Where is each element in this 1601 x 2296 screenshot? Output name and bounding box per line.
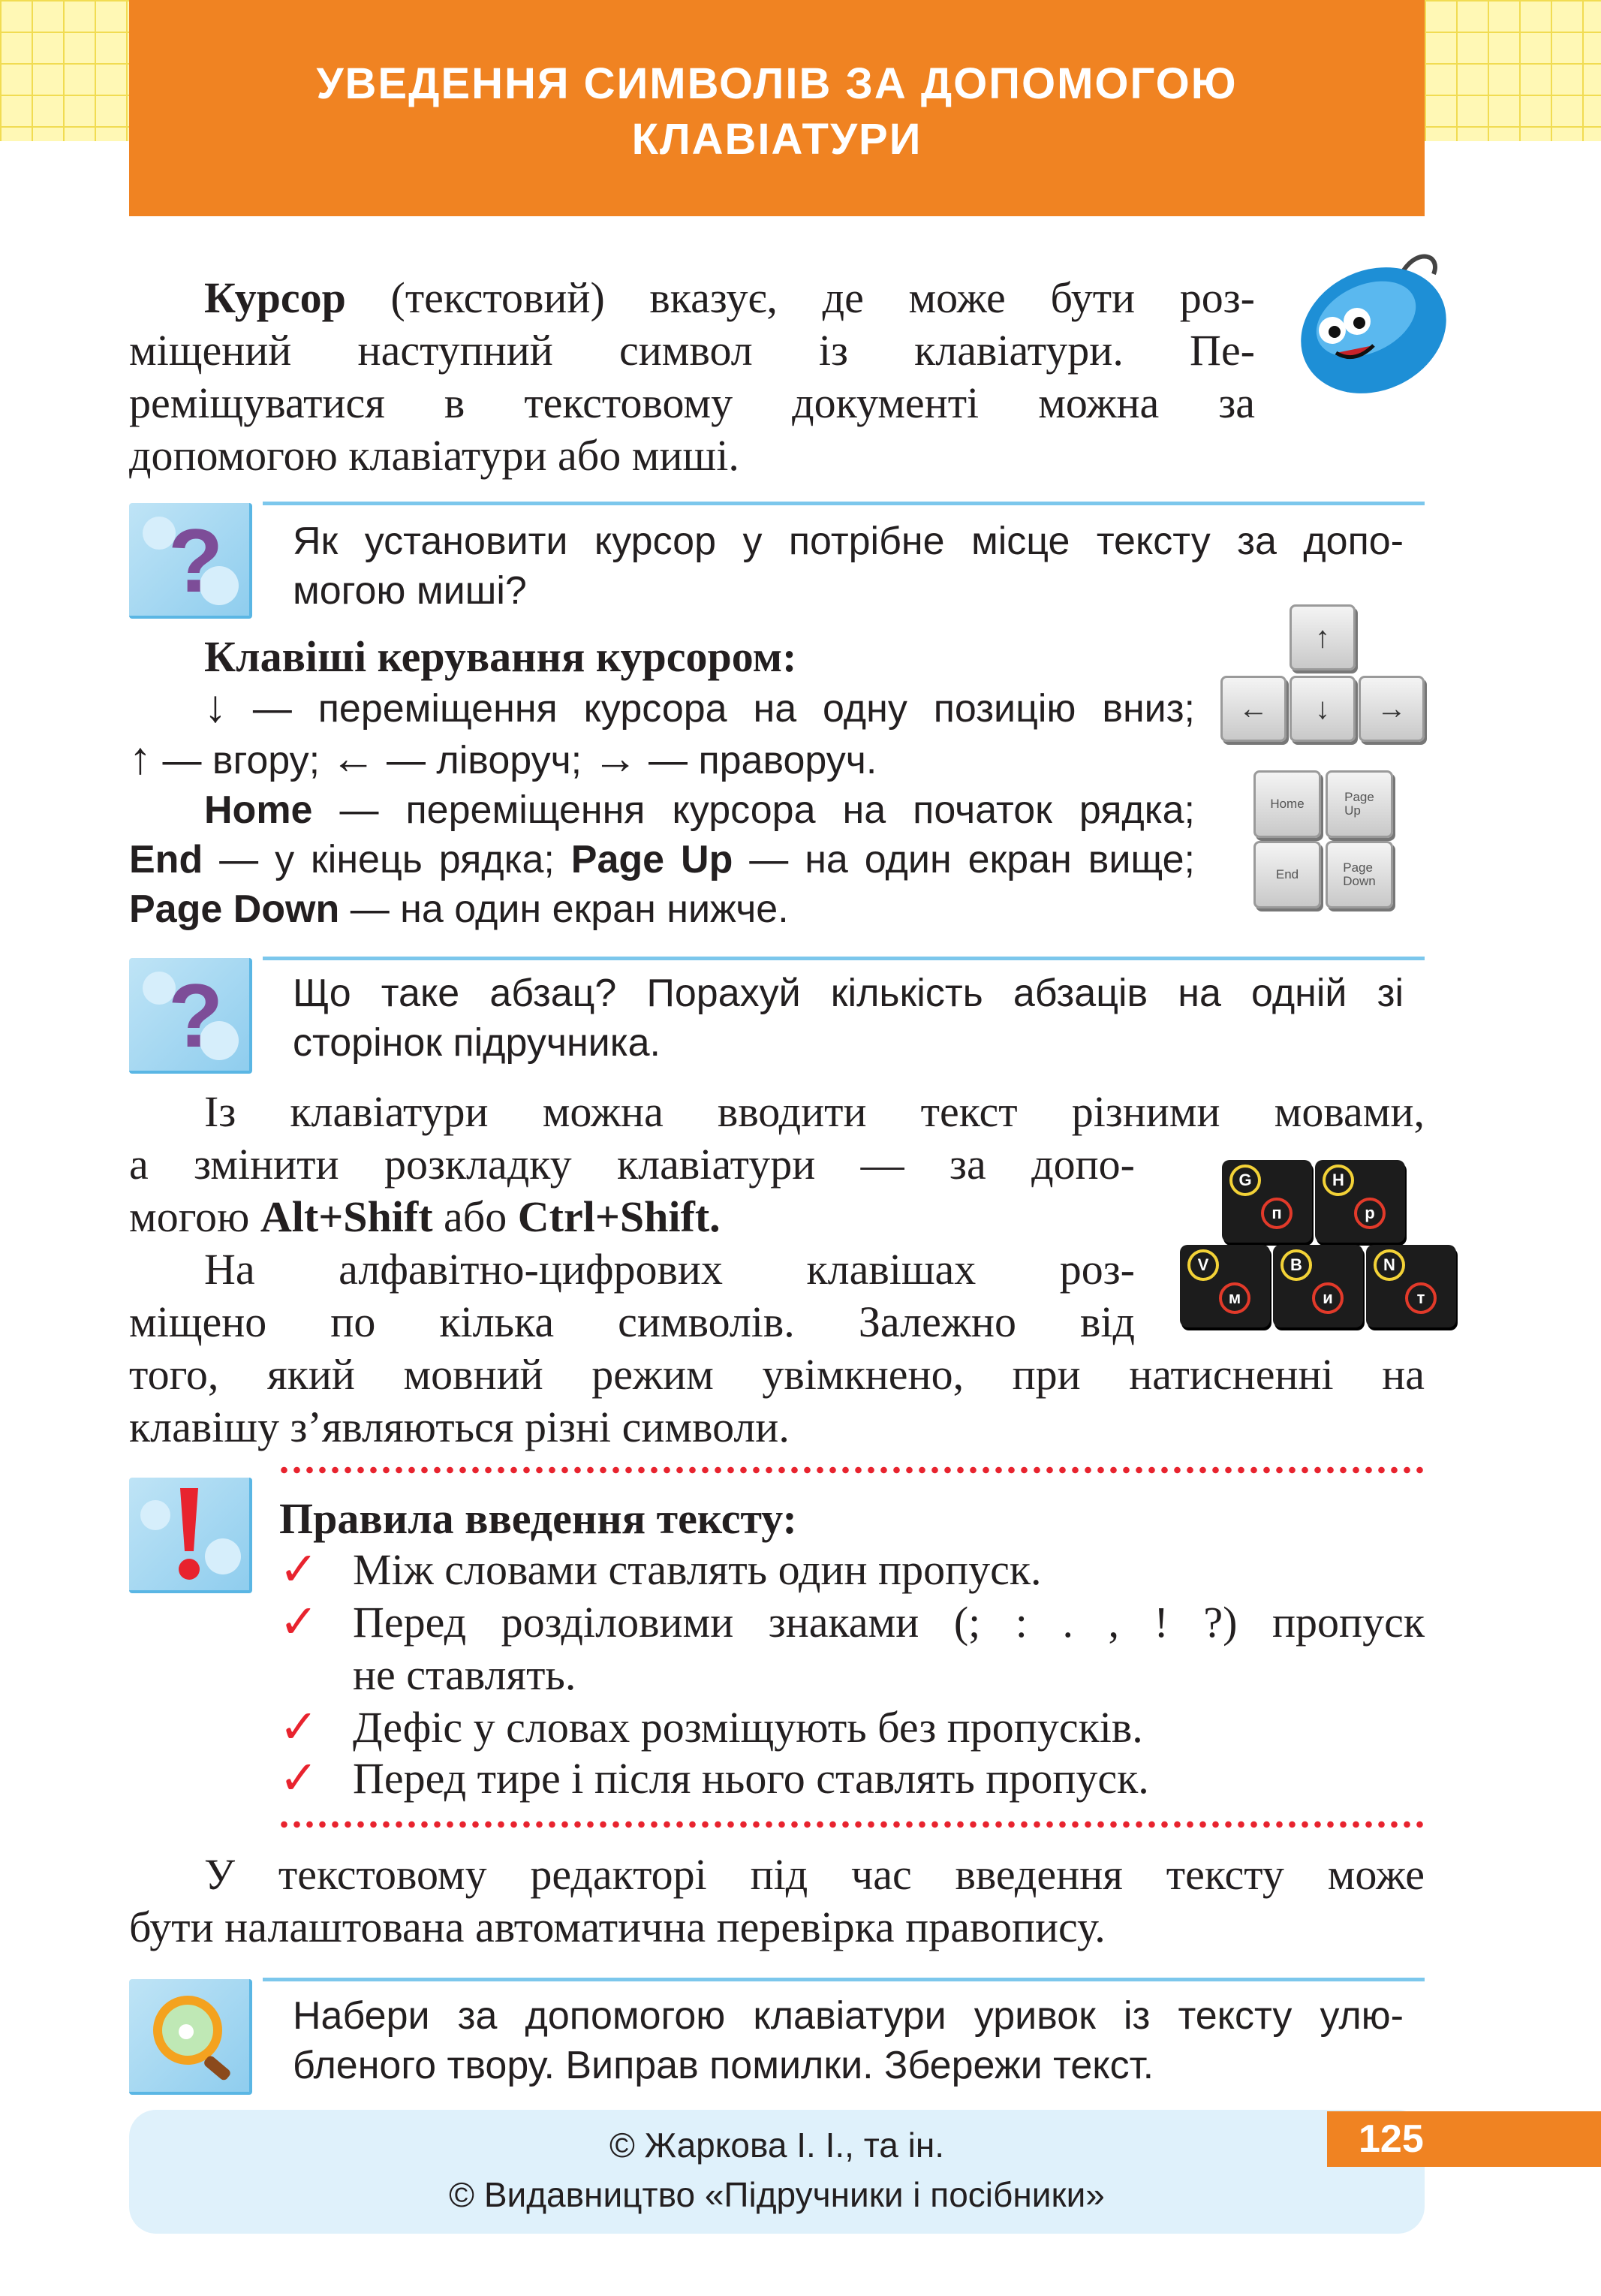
grid-decoration-right <box>1425 0 1601 141</box>
rule-item-3: Дефіс у словах розміщують без пропусків. <box>353 1703 1143 1752</box>
down-arrow-text: — переміщення курсора на одну позицію вниз; <box>227 687 1195 731</box>
pageup-key-text: — на один екран вище; <box>733 838 1195 881</box>
question-1-text <box>293 517 1404 616</box>
alt-shift-combo: Alt+Shift <box>260 1192 433 1241</box>
checkmark-icon: ✓ <box>279 1701 318 1753</box>
layout-line-7: клавішу з’являються різні символи. <box>129 1403 790 1451</box>
cursor-term: Курсор <box>204 273 346 322</box>
checkmark-icon: ✓ <box>279 1544 318 1595</box>
svg-text:?: ? <box>168 511 224 611</box>
layout-line-3-pre: могою <box>129 1192 260 1241</box>
layout-line-3-end: . <box>709 1192 721 1241</box>
latin-letter: H <box>1323 1165 1354 1196</box>
layout-line-3-mid: або <box>432 1192 518 1241</box>
exclamation-icon <box>129 1478 249 1590</box>
pageup-key-label: Page Up <box>570 838 733 881</box>
question-rule-1 <box>263 502 1425 505</box>
question-1-line-2: могою миші? <box>293 569 527 613</box>
dotted-divider-bottom <box>278 1820 1425 1829</box>
latin-letter: N <box>1374 1249 1405 1281</box>
cursor-keys-heading: Клавіші керування курсором: <box>204 632 797 681</box>
pagedown-key-label: Page Down <box>129 887 340 931</box>
copyright-authors: © Жаркова І. І., та ін. <box>609 2126 945 2165</box>
checkmark-icon: ✓ <box>279 1596 318 1648</box>
layout-line-6: того, який мовний режим увімкнено, при натисненні на <box>129 1350 1425 1399</box>
spellcheck-paragraph <box>129 1849 1425 1954</box>
task-text <box>293 1991 1404 2090</box>
latin-letter: B <box>1280 1249 1312 1281</box>
home-key-label: Home <box>204 788 313 832</box>
layout-line-1: Із клавіатури можна вводити текст різними мовами, <box>204 1087 1425 1136</box>
cyrillic-letter: п <box>1261 1198 1293 1229</box>
question-mark-icon <box>129 958 249 1071</box>
title-line-2: КЛАВІАТУРИ <box>631 115 922 164</box>
rule-item-4: Перед тире і після нього ставлять пропуск. <box>353 1754 1149 1803</box>
question-2-line-2: сторінок підручника. <box>293 1021 661 1065</box>
layout-line-4: На алфавітно-цифрових клавішах роз- <box>204 1245 1135 1294</box>
right-arrow-symbol: → <box>592 733 638 783</box>
cyrillic-letter: р <box>1354 1198 1386 1229</box>
left-arrow-text: — ліворуч; <box>375 739 593 782</box>
latin-letter: V <box>1187 1249 1219 1281</box>
question-rule-2 <box>263 957 1425 960</box>
magnifier-icon <box>129 1979 249 2092</box>
question-mark-icon <box>129 503 249 616</box>
end-key-icon: End <box>1253 841 1321 908</box>
grid-decoration-left <box>0 0 129 141</box>
home-key-icon: Home <box>1253 770 1321 838</box>
cyrillic-letter: т <box>1405 1282 1437 1314</box>
bilingual-key <box>1273 1245 1363 1327</box>
question-2-text <box>293 969 1404 1068</box>
bilingual-key <box>1180 1245 1270 1327</box>
up-arrow-key-icon: ↑ <box>1290 604 1356 670</box>
rule-item-2-line-1: Перед розділовими знаками (; : . , ! ?) пропуск <box>353 1598 1425 1647</box>
intro-paragraph <box>129 272 1255 482</box>
rule-item-2-line-2: не ставлять. <box>353 1650 576 1699</box>
copyright-publisher: © Видавництво «Підручники і посібники» <box>449 2175 1105 2214</box>
checkmark-icon: ✓ <box>279 1752 318 1804</box>
task-rule <box>263 1978 1425 1981</box>
rules-heading-text: Правила введення тексту: <box>279 1494 797 1543</box>
rules-heading <box>279 1493 797 1545</box>
exclamation-icon-box <box>129 1478 252 1593</box>
title-banner <box>129 0 1425 216</box>
question-1-line-1: Як установити курсор у потрібне місце тексту за допо- <box>293 520 1404 563</box>
layout-line-2: а змінити розкладку клавіатури — за допо- <box>129 1140 1135 1189</box>
intro-line-4: допомогою клавіатури або миші. <box>129 431 739 480</box>
page-number: 125 <box>1327 2111 1601 2167</box>
right-arrow-text: — праворуч. <box>637 739 877 782</box>
dotted-divider-top <box>278 1466 1425 1475</box>
spellcheck-line-2: бути налаштована автоматична перевірка правопису. <box>129 1903 1106 1951</box>
end-key-text: — у кінець рядка; <box>203 838 571 881</box>
up-arrow-symbol: ↑ <box>129 733 152 783</box>
bilingual-key <box>1366 1245 1456 1327</box>
rule-item-1: Між словами ставлять один пропуск. <box>353 1545 1042 1594</box>
left-arrow-key-icon: ← <box>1220 676 1287 742</box>
down-arrow-symbol: ↓ <box>204 681 227 731</box>
up-arrow-text: — вгору; <box>152 739 331 782</box>
intro-line-2: міщений наступний символ із клавіатури. Пе- <box>129 326 1255 375</box>
end-key-label: End <box>129 838 203 881</box>
question-icon-box-2 <box>129 958 252 1074</box>
home-key-text: — переміщення курсора на початок рядка; <box>312 788 1195 832</box>
latin-letter: G <box>1229 1165 1261 1196</box>
intro-line-3: реміщуватися в текстовому документі можна за <box>129 378 1255 427</box>
pagedown-key-text: — на один екран нижче. <box>339 887 789 931</box>
title-line-1: УВЕДЕННЯ СИМВОЛІВ ЗА ДОПОМОГОЮ <box>316 59 1238 108</box>
down-arrow-key-icon: ↓ <box>1290 676 1356 742</box>
layout-line-5: міщено по кілька символів. Залежно від <box>129 1297 1135 1346</box>
cyrillic-letter: и <box>1312 1282 1344 1314</box>
bilingual-key <box>1315 1160 1405 1243</box>
footer <box>129 2110 1425 2234</box>
question-icon-box-1 <box>129 503 252 619</box>
pageup-key-icon: Page Up <box>1326 770 1393 838</box>
pagedown-key-icon: Page Down <box>1326 841 1393 908</box>
cursor-keys-section <box>129 632 1195 934</box>
cyrillic-letter: м <box>1219 1282 1250 1314</box>
left-arrow-symbol: ← <box>330 733 376 783</box>
mouse-mascot-icon <box>1291 240 1456 398</box>
spellcheck-line-1: У текстовому редакторі під час введення тексту може <box>204 1850 1425 1899</box>
ctrl-shift-combo: Ctrl+Shift <box>517 1192 710 1241</box>
question-2-line-1: Що таке абзац? Порахуй кількість абзаців на одній зі <box>293 972 1404 1015</box>
right-arrow-key-icon: → <box>1359 676 1425 742</box>
task-icon-box <box>129 1979 252 2095</box>
svg-text:?: ? <box>168 966 224 1066</box>
bilingual-key <box>1222 1160 1312 1243</box>
task-line-1: Набери за допомогою клавіатури уривок із тексту улю- <box>293 1994 1404 2038</box>
task-line-2: бленого твору. Виправ помилки. Збережи текст. <box>293 2044 1154 2087</box>
intro-line-1: (текстовий) вказує, де може бути роз- <box>345 273 1255 322</box>
